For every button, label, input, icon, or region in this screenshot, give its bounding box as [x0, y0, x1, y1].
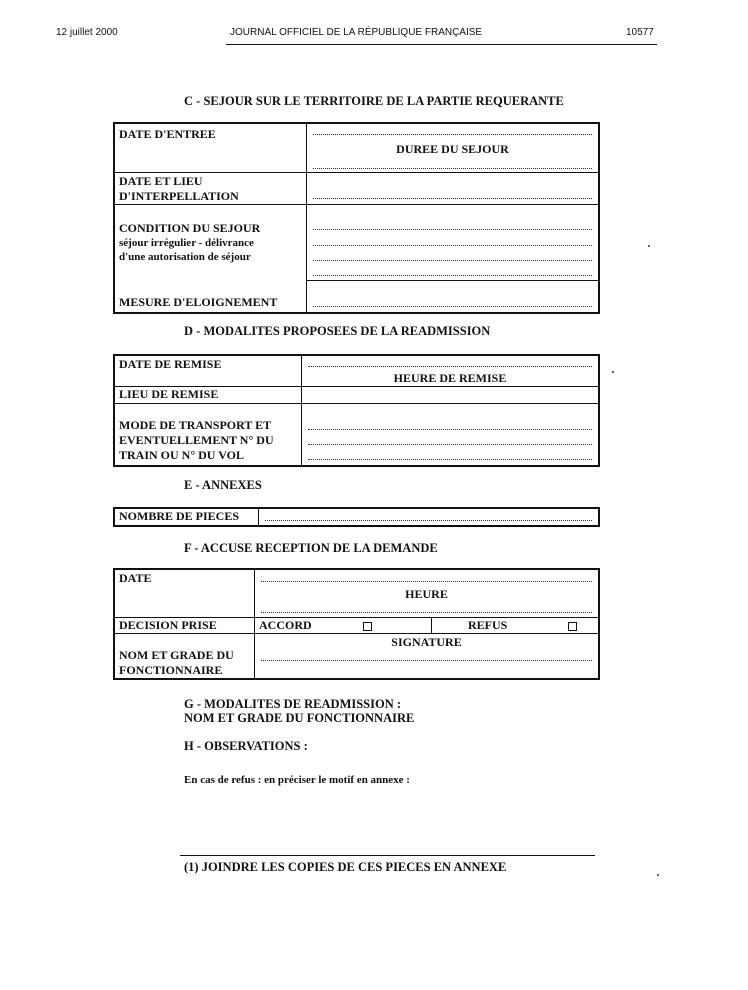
nom-grade-line2: FONCTIONNAIRE: [119, 663, 223, 677]
footnote: (1) JOINDRE LES COPIES DE CES PIECES EN ANNEXE: [184, 860, 507, 874]
section-c-table: [113, 122, 600, 314]
f-date-field[interactable]: [255, 569, 600, 618]
mesure-label: MESURE D'ELOIGNEMENT: [119, 294, 278, 309]
lieu-remise-field[interactable]: [302, 387, 600, 404]
header-date: 12 juillet 2000: [56, 27, 118, 38]
nombre-pieces-label-cell: [114, 508, 259, 526]
date-entree-field[interactable]: [307, 123, 600, 173]
date-lieu-field[interactable]: [307, 173, 600, 205]
lieu-remise-label-cell: [114, 387, 302, 404]
nom-grade-field[interactable]: [255, 634, 600, 680]
date-lieu-label-line1: DATE ET LIEU: [119, 174, 203, 188]
section-h-title: H - OBSERVATIONS :: [184, 739, 308, 753]
section-e-table: [113, 507, 600, 527]
accord-cell[interactable]: [255, 618, 432, 634]
decision-label: DECISION PRISE: [119, 618, 217, 632]
mode-transport-field[interactable]: [302, 404, 600, 467]
section-d-title: D - MODALITES PROPOSEES DE LA READMISSION: [184, 324, 491, 338]
condition-field[interactable]: [307, 205, 600, 281]
section-c-title: C - SEJOUR SUR LE TERRITOIRE DE LA PARTIE REQUERANTE: [184, 94, 564, 108]
condition-line1: séjour irrégulier - délivrance: [119, 237, 254, 249]
nom-grade-line1: NOM ET GRADE DU: [119, 648, 234, 662]
date-entree-label-cell: [114, 123, 307, 173]
f-date-label-cell: [114, 569, 255, 618]
mode-transport-label-cell: [114, 404, 302, 467]
accord-checkbox[interactable]: [363, 622, 372, 631]
footnote-rule: [180, 855, 595, 856]
date-remise-label: DATE DE REMISE: [119, 357, 222, 371]
date-entree-label: DATE D'ENTREE: [119, 127, 216, 141]
lieu-remise-label: LIEU DE REMISE: [119, 387, 219, 401]
section-g-line: NOM ET GRADE DU FONCTIONNAIRE: [184, 711, 415, 725]
scan-speck: [612, 371, 614, 373]
condition-title: CONDITION DU SEJOUR: [119, 221, 261, 235]
scan-speck: [648, 245, 650, 247]
refus-note: En cas de refus : en préciser le motif en annexe :: [184, 774, 410, 786]
header-journal-title: JOURNAL OFFICIEL DE LA RÉPUBLIQUE FRANÇAISE: [230, 27, 483, 38]
refus-label: REFUS: [468, 618, 508, 632]
scan-speck: [657, 874, 659, 876]
mode-transport-line3: TRAIN OU N° DU VOL: [119, 448, 245, 462]
nombre-pieces-field[interactable]: [259, 508, 600, 526]
mesure-label-cell: [114, 281, 307, 314]
accord-label: ACCORD: [259, 618, 312, 632]
nom-grade-label-cell: [114, 634, 255, 680]
header-page-number: 10577: [626, 27, 654, 38]
section-g-title: G - MODALITES DE READMISSION :: [184, 697, 402, 711]
date-lieu-label-cell: [114, 173, 307, 205]
section-d-table: [113, 354, 600, 467]
mode-transport-line1: MODE DE TRANSPORT ET: [119, 418, 272, 432]
signature-label: SIGNATURE: [391, 635, 462, 649]
mode-transport-line2: EVENTUELLEMENT N° DU: [119, 433, 274, 447]
heure-remise-label: HEURE DE REMISE: [393, 371, 507, 385]
date-remise-field[interactable]: [302, 355, 600, 387]
nombre-pieces-label: NOMBRE DE PIECES: [119, 509, 240, 523]
mesure-field[interactable]: [307, 281, 600, 314]
f-date-label: DATE: [119, 571, 152, 585]
date-remise-label-cell: [114, 355, 302, 387]
section-f-table: [113, 568, 600, 680]
duree-sejour-label: DUREE DU SEJOUR: [396, 142, 509, 156]
f-heure-label: HEURE: [405, 587, 448, 601]
section-f-title: F - ACCUSE RECEPTION DE LA DEMANDE: [184, 541, 438, 555]
header-rule: [226, 44, 657, 45]
condition-label-cell: [114, 205, 307, 281]
decision-label-cell: [114, 618, 255, 634]
refus-cell[interactable]: [432, 618, 600, 634]
condition-line2: d'une autorisation de séjour: [119, 251, 251, 263]
date-lieu-label-line2: D'INTERPELLATION: [119, 189, 239, 203]
section-e-title: E - ANNEXES: [184, 478, 262, 492]
refus-checkbox[interactable]: [568, 622, 577, 631]
